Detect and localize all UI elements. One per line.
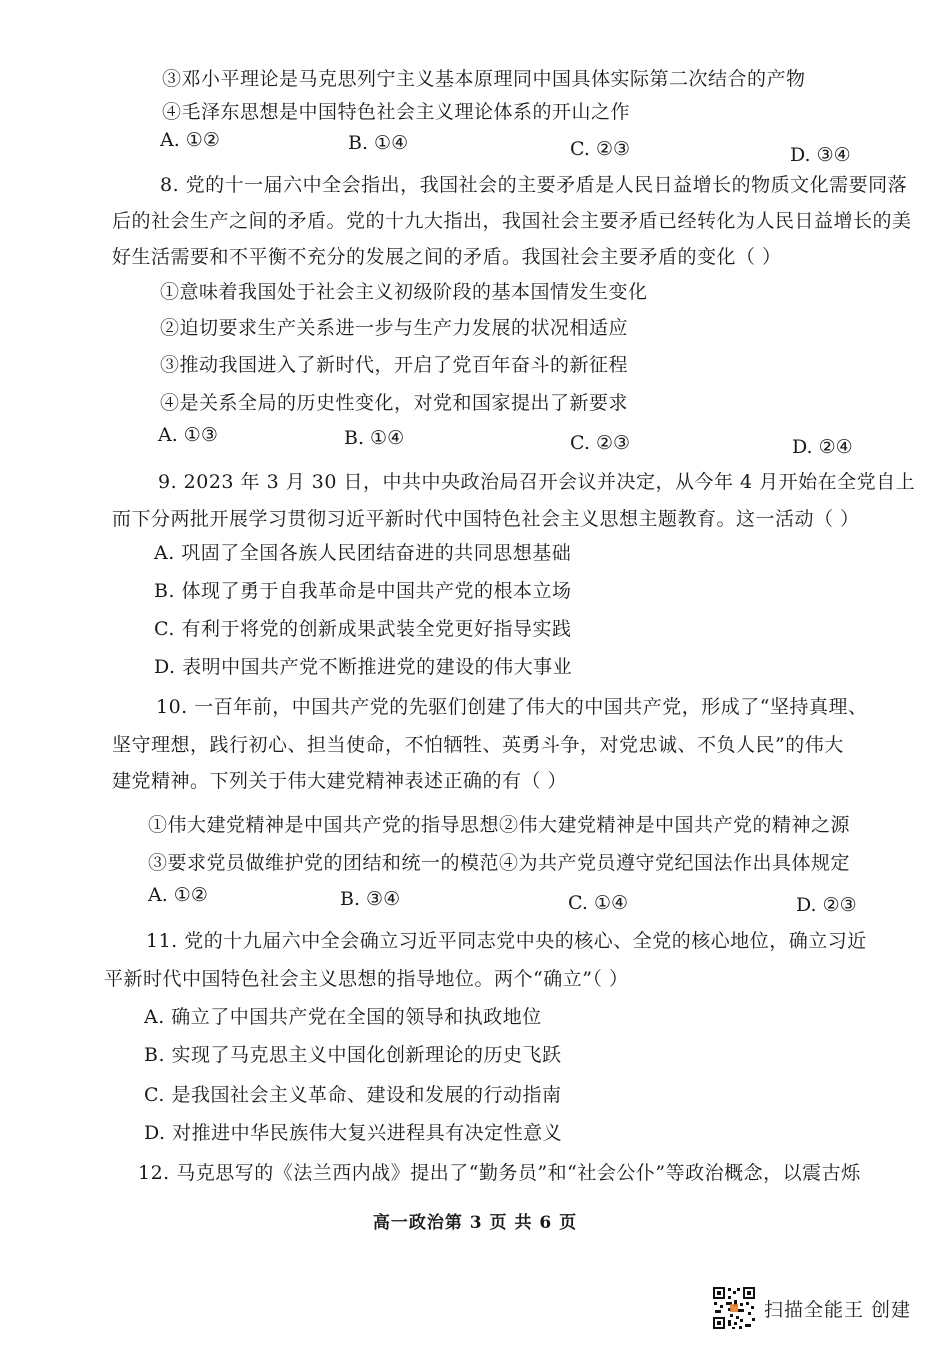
- q7-item-3: ③邓小平理论是马克思列宁主义基本原理同中国具体实际第二次结合的产物: [162, 68, 806, 90]
- q7-option-b: B. ①④: [348, 132, 409, 154]
- q12-stem-line-1: 12. 马克思写的《法兰西内战》提出了“勤务员”和“社会公仆”等政治概念，以震古烁: [138, 1162, 861, 1184]
- q11-stem-line-1: 11. 党的十九届六中全会确立习近平同志党中央的核心、全党的核心地位，确立习近: [146, 930, 867, 952]
- q10-option-c: C. ①④: [568, 892, 629, 914]
- q7-option-c: C. ②③: [570, 138, 631, 160]
- q11-option-c: C. 是我国社会主义革命、建设和发展的行动指南: [144, 1084, 562, 1106]
- q9-stem-line-1: 9. 2023 年 3 月 30 日，中共中央政治局召开会议并决定，从今年 4 月开始在全党自上: [158, 471, 916, 493]
- page-footer: 高一政治第 3 页 共 6 页: [372, 1213, 578, 1233]
- q8-option-a: A. ①③: [158, 424, 218, 446]
- q8-item-3: ③推动我国进入了新时代，开启了党百年奋斗的新征程: [160, 354, 629, 376]
- q10-stem-line-2: 坚守理想，践行初心、担当使命，不怕牺牲、英勇斗争，对党忠诚、不负人民”的伟大: [112, 734, 844, 756]
- q8-option-d: D. ②④: [792, 436, 853, 458]
- q7-option-d: D. ③④: [790, 144, 851, 166]
- q8-item-4: ④是关系全局的历史性变化，对党和国家提出了新要求: [160, 392, 629, 414]
- q10-stem-line-1: 10. 一百年前，中国共产党的先驱们创建了伟大的中国共产党，形成了“坚持真理、: [156, 696, 868, 718]
- q10-option-d: D. ②③: [796, 894, 857, 916]
- q8-stem-line-2: 后的社会生产之间的矛盾。党的十九大指出，我国社会主要矛盾已经转化为人民日益增长的美: [112, 210, 912, 232]
- q11-option-b: B. 实现了马克思主义中国化创新理论的历史飞跃: [144, 1044, 562, 1066]
- q8-option-c: C. ②③: [570, 432, 631, 454]
- q8-stem-line-1: 8. 党的十一届六中全会指出，我国社会的主要矛盾是人民日益增长的物质文化需要同落: [160, 174, 908, 196]
- q11-option-d: D. 对推进中华民族伟大复兴进程具有决定性意义: [144, 1122, 563, 1144]
- q8-option-b: B. ①④: [344, 427, 405, 449]
- q10-option-a: A. ①②: [148, 884, 208, 906]
- q8-item-1: ①意味着我国处于社会主义初级阶段的基本国情发生变化: [160, 281, 648, 303]
- q9-option-a: A. 巩固了全国各族人民团结奋进的共同思想基础: [154, 542, 572, 564]
- scanner-stamp-text: 扫描全能王 创建: [764, 1298, 912, 1321]
- q7-item-4: ④毛泽东思想是中国特色社会主义理论体系的开山之作: [162, 101, 631, 123]
- scanner-stamp: [712, 1286, 911, 1330]
- q8-item-2: ②迫切要求生产关系进一步与生产力发展的状况相适应: [160, 317, 629, 339]
- q10-items-line-1: ①伟大建党精神是中国共产党的指导思想②伟大建党精神是中国共产党的精神之源: [148, 814, 851, 836]
- q9-option-c: C. 有利于将党的创新成果武装全党更好指导实践: [154, 618, 572, 640]
- q10-items-line-2: ③要求党员做维护党的团结和统一的模范④为共产党员遵守党纪国法作出具体规定: [148, 852, 851, 874]
- q10-stem-line-3: 建党精神。下列关于伟大建党精神表述正确的有（ ）: [112, 770, 568, 792]
- q8-stem-line-3: 好生活需要和不平衡不充分的发展之间的矛盾。我国社会主要矛盾的变化（ ）: [112, 246, 782, 268]
- q11-stem-line-2: 平新时代中国特色社会主义思想的指导地位。两个“确立”（ ）: [104, 968, 629, 990]
- q11-option-a: A. 确立了中国共产党在全国的领导和执政地位: [144, 1006, 542, 1028]
- qr-code-icon: [712, 1286, 756, 1330]
- q10-option-b: B. ③④: [340, 888, 401, 910]
- q9-stem-line-2: 而下分两批开展学习贯彻习近平新时代中国特色社会主义思想主题教育。这一活动（ ）: [112, 508, 860, 530]
- q9-option-d: D. 表明中国共产党不断推进党的建设的伟大事业: [154, 656, 573, 678]
- q7-option-a: A. ①②: [160, 129, 220, 151]
- q9-option-b: B. 体现了勇于自我革命是中国共产党的根本立场: [154, 580, 572, 602]
